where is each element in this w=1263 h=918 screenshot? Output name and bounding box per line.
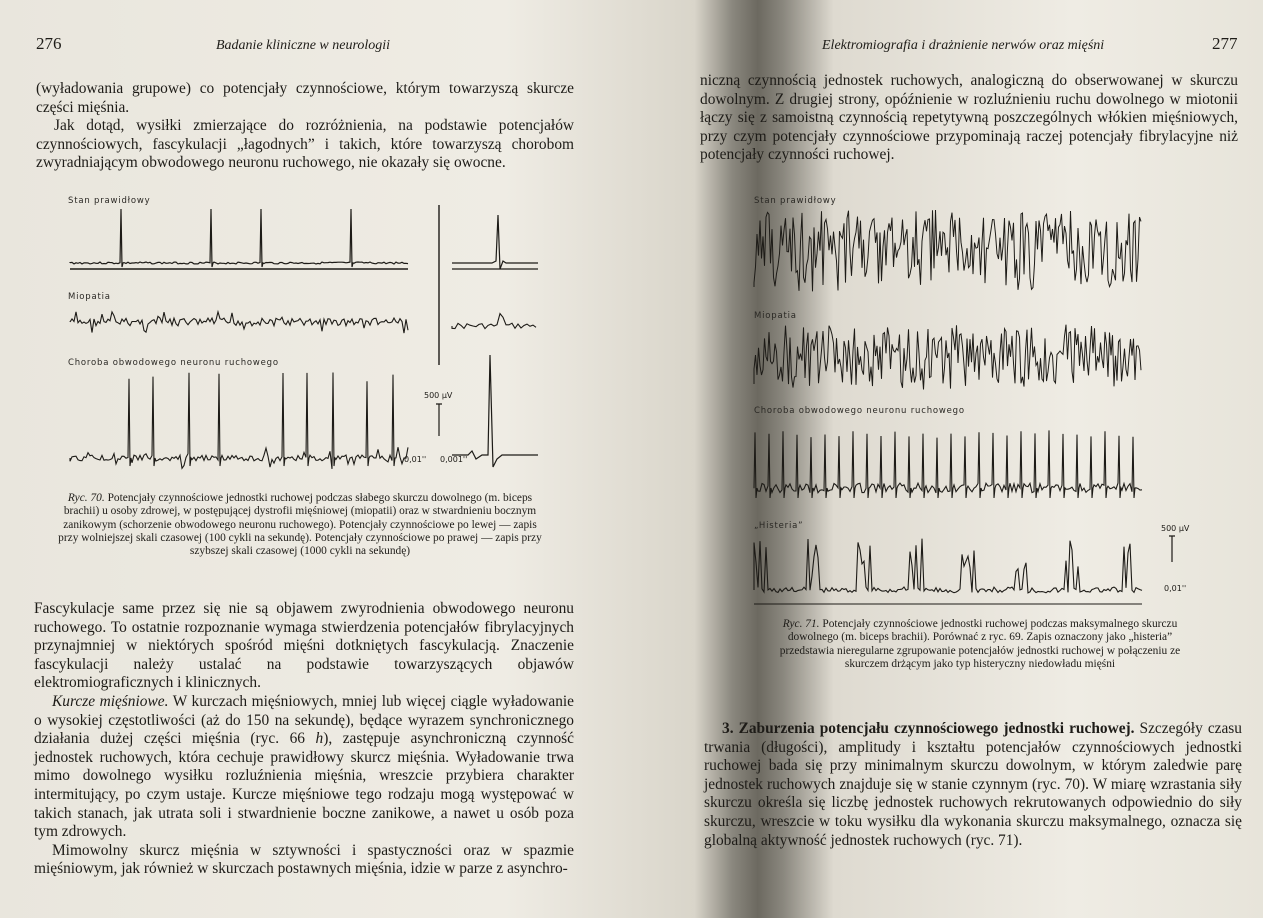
page-number-left: 276	[36, 34, 62, 53]
trace-label-normal: Stan prawidłowy	[68, 196, 151, 206]
running-head-left: Badanie kliniczne w neurologii	[216, 38, 391, 53]
paragraph: niczną czynnością jednostek ruchowych, analogiczną do obserwowanej w skurczu dowolnym. Z drugiej strony, opóźnienie w rozluźnieniu ruchu dowolnego w miotonii łączy się z samoistną czynnością repetytywną poszczególnych włókien mięśniowych, przy czym potencjały czynnościowe przypominają raczej potencjały fibrylacyjne niż potencjały czynności ruchowej.	[700, 72, 1238, 164]
scale-amplitude-bar	[1167, 536, 1177, 566]
figure-71-caption	[760, 618, 1200, 671]
scale-amplitude-label: 500 µV	[424, 391, 453, 400]
trace-normal-max	[754, 207, 1144, 305]
scale-amplitude-label: 500 µV	[1161, 524, 1190, 533]
figure-divider	[438, 205, 440, 365]
trace-label-normal: Stan prawidłowy	[754, 196, 837, 206]
trace-mnd-slow	[70, 366, 410, 476]
run-in-heading: Kurcze mięśniowe.	[52, 692, 169, 710]
trace-normal-fast	[452, 205, 538, 275]
section-text: Szczegóły czasu trwania (długości), amplitudy i kształtu potencjałów czynnościowych jednostki ruchowej bada się przy minimalnym skurczu dowolnym, w którym zaledwie parę jednostek ruchowych znajduje się w stanie czynnym (ryc. 70). W miarę wzrastania siły skurczu określa się liczbę jednostek ruchowych rekrutowanych odpowiednio do siły skurczu, wreszcie w toku wysiłku dla wykonania skurczu maksymalnego, oznacza się globalną aktywność jednostek ruchowych (ryc. 71).	[704, 720, 1242, 849]
paragraph	[704, 720, 1242, 850]
left-bottom-text	[34, 600, 574, 879]
right-top-text	[700, 72, 1238, 165]
trace-label-myopathy: Miopatia	[68, 292, 111, 302]
trace-myopathy-max	[754, 322, 1144, 404]
caption-lead: Ryc. 70.	[67, 492, 105, 504]
trace-mnd-max	[754, 428, 1144, 513]
paragraph: Kurcze mięśniowe. W kurczach mięśniowych, mniej lub więcej ciągle wyładowanie o wysokiej częstotliwości (aż do 150 na sekundę), będące wyrazem synchronicznego działania dużej części mięśnia (ryc. 66 h), zastępuje asynchroniczną czynność jednostek ruchowych, która cechuje prawidłowy skurcz mięśnia. Wyładowanie trwa mimo dowolnego wysiłku rozluźnienia mięśnia, wreszcie przybiera charakter intermitujący, po czym ustaje. Kurcze mięśniowe tego rodzaju mogą występować w takich stanach, jak utrata soli i stwardnienie boczne zanikowe, a nawet u osób poza tym zdrowych.	[34, 692, 574, 841]
trace-myopathy-slow	[70, 300, 410, 345]
left-page	[0, 0, 630, 918]
paragraph: (wyładowania grupowe) co potencjały czynnościowe, którym towarzyszą skurcze części mięśnia.	[36, 80, 574, 116]
scale-time-label: 0,01''	[1164, 584, 1187, 593]
page-number-right: 277	[1212, 34, 1238, 53]
trace-normal-slow	[70, 205, 410, 275]
trace-myopathy-fast	[452, 300, 538, 345]
paragraph: Fascykulacje same przez się nie są objawem zwyrodnienia obwodowego neuronu ruchowego. To ostatnie rozpoznanie wymaga stwierdzenia potencjałów fibrylacyjnych przynajmniej w niektórych spośród mięśni dotkniętych fascykulacją. Znaczenie fascykulacji należy ustalać na podstawie towarzyszących objawów elektromiograficznych i klinicznych.	[34, 600, 574, 692]
trace-hysteria	[754, 532, 1144, 612]
left-top-text	[36, 80, 574, 173]
caption-lead: Ryc. 71.	[782, 618, 820, 630]
trace-label-mnd: Choroba obwodowego neuronu ruchowego	[68, 358, 279, 368]
trace-label-hysteria: „Histeria”	[754, 521, 804, 531]
trace-label-mnd: Choroba obwodowego neuronu ruchowego	[754, 406, 965, 416]
scale-time-fast-label: 0,001''	[440, 455, 468, 464]
caption-text: Potencjały czynnościowe jednostki ruchowej podczas słabego skurczu dowolnego (m. biceps brachii) u osoby zdrowej, w postępującej dystrofii mięśniowej (miopatii) oraz w stwardnieniu bocznym zanikowym (schorzenie obwodowego neuronu ruchowego). Potencjały czynnościowe po lewej — zapis przy wolniejszej skali czasowej (100 cykli na sekundę). Potencjały czynnościowe po prawej — zapis przy szybszej skali czasowej (1000 cykli na sekundę)	[58, 492, 542, 558]
paragraph: Mimowolny skurcz mięśnia w sztywności i spastyczności oraz w spazmie mięśniowym, jak również w skurczach postawnych mięśnia, idzie w parze z asynchro-	[34, 841, 574, 878]
figure-70-caption	[58, 492, 542, 558]
caption-text: Potencjały czynnościowe jednostki ruchowej podczas maksymalnego skurczu dowolnego (m. biceps brachii). Porównać z ryc. 69. Zapis oznaczony jako „histeria” przedstawia nieregularne zgrupowanie potencjałów jednostki ruchowej w połączeniu ze skurczem drżącym jako typ histeryczny niedowładu mięśni	[779, 618, 1181, 670]
scale-time-slow-label: 0,01''	[404, 455, 427, 464]
trace-label-myopathy: Miopatia	[754, 311, 797, 321]
right-bottom-text	[704, 720, 1242, 850]
right-page	[650, 0, 1263, 918]
paragraph: Jak dotąd, wysiłki zmierzające do rozróżnienia, na podstawie potencjałów czynnościowych, fascykulacji „łagodnych” i takich, które towarzyszą chorobom zwyradniającym obwodowego neuronu ruchowego, nie okazały się owocne.	[36, 117, 574, 172]
scale-amplitude-bar	[434, 404, 444, 440]
running-head-right: Elektromiografia i drażnienie nerwów oraz mięśni	[822, 38, 1105, 53]
section-title: 3. Zaburzenia potencjału czynnościowego jednostki ruchowej.	[722, 720, 1135, 737]
